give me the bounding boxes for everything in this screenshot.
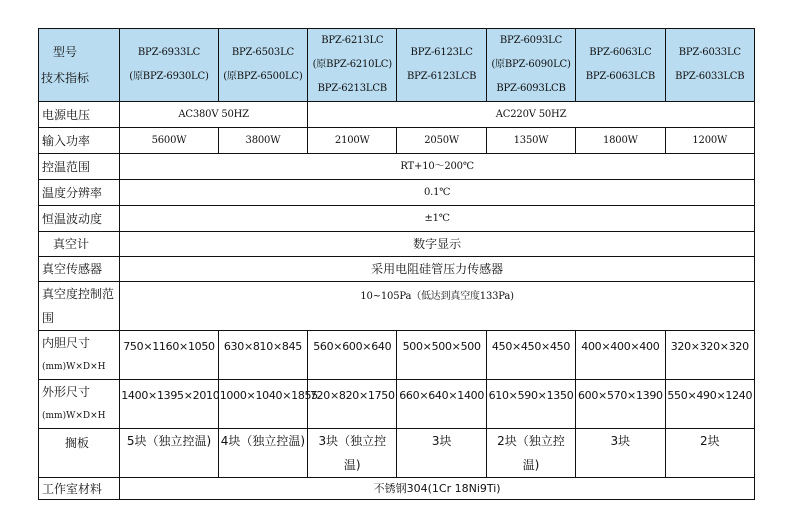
outer-size-value: 1400×1395×2010 xyxy=(120,380,219,429)
vacuum-gauge-value: 数字显示 xyxy=(120,232,755,257)
shelf-value: 2块 xyxy=(665,429,754,478)
row-label: 真空度控制范 围 xyxy=(39,282,120,331)
outer-size-row xyxy=(39,380,755,429)
power-value: 1350W xyxy=(486,128,575,154)
inner-size-row xyxy=(39,331,755,380)
model-cell: BPZ-6503LC (原BPZ-6500LC) xyxy=(218,29,307,102)
temp-fluctuation-value: ±1℃ xyxy=(120,206,755,232)
temp-range-row xyxy=(39,154,755,180)
header-label-model: 型号 xyxy=(53,45,78,59)
temp-resolution-value: 0.1℃ xyxy=(120,180,755,206)
vacuum-range-value: 10~105Pa（低达到真空度133Pa) xyxy=(120,282,755,331)
row-label: 外形尺寸 (mm)W×D×H xyxy=(39,380,120,429)
row-label: 温度分辨率 xyxy=(39,180,120,206)
inner-size-value: 400×400×400 xyxy=(576,331,665,380)
shelf-row xyxy=(39,429,755,478)
row-label: 输入功率 xyxy=(39,128,120,154)
spec-table xyxy=(38,28,755,500)
shelf-value: 3块 xyxy=(397,429,486,478)
row-label: 真空计 xyxy=(39,232,120,257)
inner-size-value: 560×600×640 xyxy=(308,331,397,380)
inner-size-value: 500×500×500 xyxy=(397,331,486,380)
outer-size-value: 600×570×1390 xyxy=(576,380,665,429)
vacuum-gauge-row xyxy=(39,232,755,257)
shelf-value: 3块（独立控 温) xyxy=(308,429,397,478)
row-label: 控温范围 xyxy=(39,154,120,180)
row-label: 搁板 xyxy=(39,429,120,478)
vacuum-sensor-row xyxy=(39,257,755,282)
power-value: 3800W xyxy=(218,128,307,154)
inner-size-value: 450×450×450 xyxy=(486,331,575,380)
voltage-row xyxy=(39,102,755,128)
shelf-value: 5块（独立控温) xyxy=(120,429,219,478)
voltage-value-380: AC380V 50HZ xyxy=(120,102,308,128)
power-value: 5600W xyxy=(120,128,219,154)
power-value: 2050W xyxy=(397,128,486,154)
row-label: 恒温波动度 xyxy=(39,206,120,232)
model-cell: BPZ-6063LC BPZ-6063LCB xyxy=(576,29,665,102)
row-label: 真空传感器 xyxy=(39,257,120,282)
shelf-value: 2块（独立控 温) xyxy=(486,429,575,478)
model-cell: BPZ-6123LC BPZ-6123LCB xyxy=(397,29,486,102)
row-label: 内胆尺寸 (mm)W×D×H xyxy=(39,331,120,380)
power-row xyxy=(39,128,755,154)
shelf-value: 4块（独立控温) xyxy=(218,429,307,478)
temp-fluctuation-row xyxy=(39,206,755,232)
voltage-value-220: AC220V 50HZ xyxy=(308,102,755,128)
temp-resolution-row xyxy=(39,180,755,206)
power-value: 2100W xyxy=(308,128,397,154)
vacuum-sensor-value: 采用电阻硅管压力传感器 xyxy=(120,257,755,282)
inner-size-value: 750×1160×1050 xyxy=(120,331,219,380)
power-value: 1800W xyxy=(576,128,665,154)
row-label: 电源电压 xyxy=(39,102,120,128)
header-label-cell xyxy=(39,29,120,102)
outer-size-value: 1000×1040×1855 xyxy=(218,380,307,429)
material-row xyxy=(39,478,755,500)
header-label-spec: 技术指标 xyxy=(41,71,90,85)
outer-size-value: 720×820×1750 xyxy=(308,380,397,429)
model-cell: BPZ-6213LC (原BPZ-6210LC) BPZ-6213LCB xyxy=(308,29,397,102)
row-label: 工作室材料 xyxy=(39,478,120,500)
vacuum-range-row xyxy=(39,282,755,331)
outer-size-value: 610×590×1350 xyxy=(486,380,575,429)
header-row xyxy=(39,29,755,102)
power-value: 1200W xyxy=(665,128,754,154)
material-value: 不锈钢304(1Cr 18Ni9Ti) xyxy=(120,478,755,500)
model-cell: BPZ-6093LC (原BPZ-6090LC) BPZ-6093LCB xyxy=(486,29,575,102)
model-cell: BPZ-6933LC (原BPZ-6930LC) xyxy=(120,29,219,102)
model-cell: BPZ-6033LC BPZ-6033LCB xyxy=(665,29,754,102)
inner-size-value: 630×810×845 xyxy=(218,331,307,380)
shelf-value: 3块 xyxy=(576,429,665,478)
temp-range-value: RT+10～200℃ xyxy=(120,154,755,180)
inner-size-value: 320×320×320 xyxy=(665,331,754,380)
outer-size-value: 550×490×1240 xyxy=(665,380,754,429)
outer-size-value: 660×640×1400 xyxy=(397,380,486,429)
